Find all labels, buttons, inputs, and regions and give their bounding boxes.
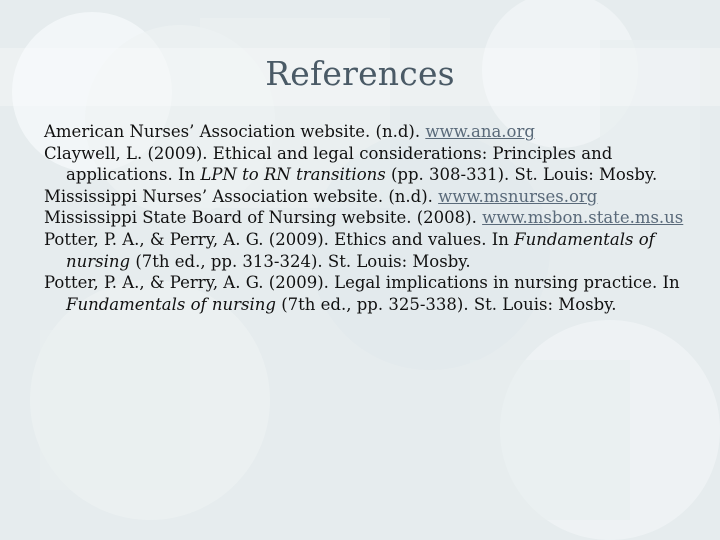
slide-title: References: [265, 54, 455, 93]
reference-link[interactable]: www.msnurses.org: [438, 186, 598, 206]
reference-item: [44, 143, 704, 186]
reference-text-after: (7th ed., pp. 325-338). St. Louis: Mosby.: [275, 294, 617, 314]
reference-book-title: Fundamentals of nursing: [66, 294, 276, 314]
reference-text: American Nurses’ Association website. (n.d).: [44, 122, 426, 141]
reference-item: [44, 186, 704, 208]
reference-book-title: Fundamentals of nursing: [66, 229, 655, 271]
reference-text: Claywell, L. (2009). Ethical and legal considerations: Principles and applications. In: [44, 143, 613, 185]
reference-link[interactable]: www.msbon.state.ms.us: [482, 208, 684, 228]
reference-book-title: LPN to RN transitions: [200, 165, 386, 185]
reference-link[interactable]: www.ana.org: [425, 122, 535, 141]
reference-text: Mississippi Nurses’ Association website. (n.d).: [44, 186, 439, 206]
reference-text: Potter, P. A., & Perry, A. G. (2009). Legal implications in nursing practice. In: [44, 273, 680, 293]
reference-text: Mississippi State Board of Nursing website. (2008).: [44, 208, 483, 228]
reference-item: [44, 207, 704, 229]
reference-item: [44, 272, 704, 315]
reference-item: [44, 121, 704, 143]
reference-list: [44, 121, 704, 315]
reference-text: Potter, P. A., & Perry, A. G. (2009). Ethics and values. In: [44, 229, 515, 249]
reference-item: [44, 229, 704, 272]
reference-text-after: (7th ed., pp. 313-324). St. Louis: Mosby.: [130, 251, 471, 271]
reference-text-after: (pp. 308-331). St. Louis: Mosby.: [385, 165, 658, 185]
